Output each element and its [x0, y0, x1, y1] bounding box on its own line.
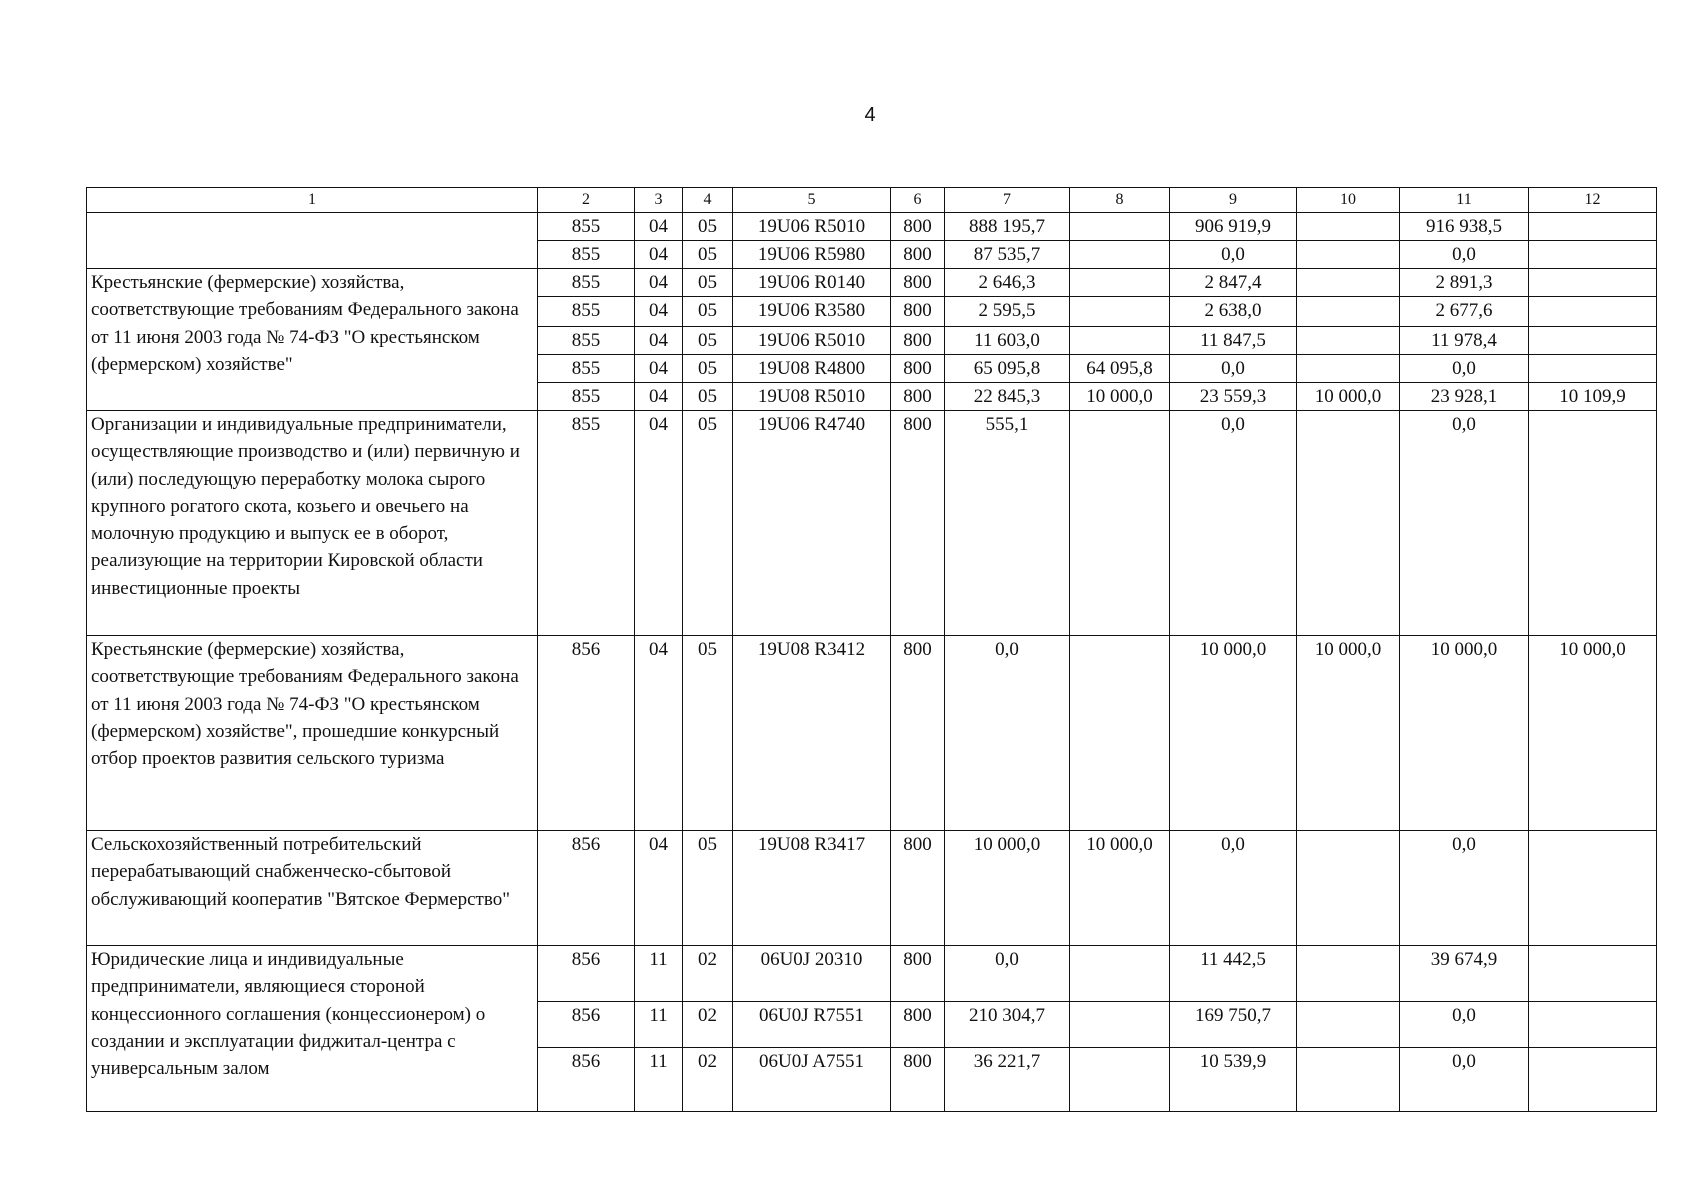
cell-col-2: 855 [538, 327, 635, 355]
cell-col-11: 23 928,1 [1400, 383, 1529, 411]
cell-col-9: 23 559,3 [1170, 383, 1297, 411]
cell-col-5: 06U0J A7551 [733, 1048, 891, 1112]
table-row [87, 831, 1657, 946]
cell-col-4: 05 [683, 636, 733, 831]
cell-col-7: 10 000,0 [945, 831, 1070, 946]
cell-col-8 [1070, 213, 1170, 241]
cell-col-11: 0,0 [1400, 1002, 1529, 1048]
cell-col-7: 555,1 [945, 411, 1070, 636]
cell-col-2: 856 [538, 1002, 635, 1048]
cell-col-8 [1070, 241, 1170, 269]
cell-col-4: 05 [683, 411, 733, 636]
cell-col-10 [1297, 831, 1400, 946]
cell-col-4: 05 [683, 355, 733, 383]
cell-col-12: 10 109,9 [1529, 383, 1657, 411]
cell-col-12 [1529, 355, 1657, 383]
cell-col-10 [1297, 269, 1400, 297]
cell-col-5: 19U08 R4800 [733, 355, 891, 383]
cell-col-10 [1297, 1048, 1400, 1112]
cell-col-5: 19U06 R0140 [733, 269, 891, 297]
cell-col-8 [1070, 327, 1170, 355]
cell-col-12 [1529, 831, 1657, 946]
cell-col-2: 855 [538, 241, 635, 269]
header-cell: 11 [1400, 188, 1529, 213]
cell-col-8 [1070, 297, 1170, 327]
cell-col-8: 10 000,0 [1070, 831, 1170, 946]
cell-col-9: 10 539,9 [1170, 1048, 1297, 1112]
cell-col-6: 800 [891, 1002, 945, 1048]
cell-col-12 [1529, 241, 1657, 269]
cell-col-6: 800 [891, 213, 945, 241]
cell-col-4: 05 [683, 269, 733, 297]
column-number-header [87, 188, 1657, 213]
recipient-description: Юридические лица и индивидуальные предприниматели, являющиеся стороной концессионного соглашения (концессионером) о создании и эксплуатации фиджитал-центра с универсальным залом [87, 946, 538, 1112]
cell-col-4: 05 [683, 327, 733, 355]
header-cell: 9 [1170, 188, 1297, 213]
header-cell: 10 [1297, 188, 1400, 213]
header-cell: 2 [538, 188, 635, 213]
cell-col-11: 0,0 [1400, 411, 1529, 636]
cell-col-12 [1529, 411, 1657, 636]
cell-col-12 [1529, 1002, 1657, 1048]
cell-col-3: 04 [635, 213, 683, 241]
cell-col-6: 800 [891, 636, 945, 831]
cell-col-4: 02 [683, 1048, 733, 1112]
cell-col-2: 856 [538, 831, 635, 946]
cell-col-6: 800 [891, 1048, 945, 1112]
cell-col-10 [1297, 241, 1400, 269]
table-row [87, 411, 1657, 636]
cell-col-12 [1529, 213, 1657, 241]
cell-col-5: 19U06 R3580 [733, 297, 891, 327]
cell-col-12 [1529, 269, 1657, 297]
cell-col-5: 19U06 R5980 [733, 241, 891, 269]
cell-col-10 [1297, 327, 1400, 355]
table-row [87, 636, 1657, 831]
cell-col-2: 855 [538, 269, 635, 297]
cell-col-5: 19U08 R3412 [733, 636, 891, 831]
cell-col-5: 19U06 R4740 [733, 411, 891, 636]
cell-col-2: 855 [538, 383, 635, 411]
cell-col-5: 06U0J R7551 [733, 1002, 891, 1048]
cell-col-9: 0,0 [1170, 241, 1297, 269]
cell-col-11: 0,0 [1400, 241, 1529, 269]
page-number: 4 [864, 104, 876, 126]
cell-col-12 [1529, 297, 1657, 327]
cell-col-9: 2 847,4 [1170, 269, 1297, 297]
cell-col-7: 11 603,0 [945, 327, 1070, 355]
cell-col-7: 210 304,7 [945, 1002, 1070, 1048]
recipient-description: Сельскохозяйственный потребительский перерабатывающий снабженческо-сбытовой обслуживающий кооператив "Вятское Фермерство" [87, 831, 538, 946]
cell-col-5: 19U08 R3417 [733, 831, 891, 946]
cell-col-2: 855 [538, 411, 635, 636]
cell-col-2: 856 [538, 636, 635, 831]
cell-col-3: 04 [635, 327, 683, 355]
cell-col-9: 906 919,9 [1170, 213, 1297, 241]
cell-col-11: 11 978,4 [1400, 327, 1529, 355]
cell-col-10 [1297, 946, 1400, 1002]
cell-col-3: 11 [635, 946, 683, 1002]
cell-col-7: 65 095,8 [945, 355, 1070, 383]
cell-col-8 [1070, 946, 1170, 1002]
cell-col-8 [1070, 636, 1170, 831]
cell-col-7: 2 595,5 [945, 297, 1070, 327]
cell-col-7: 36 221,7 [945, 1048, 1070, 1112]
cell-col-3: 04 [635, 636, 683, 831]
cell-col-10 [1297, 411, 1400, 636]
cell-col-2: 855 [538, 355, 635, 383]
header-cell: 3 [635, 188, 683, 213]
cell-col-11: 916 938,5 [1400, 213, 1529, 241]
cell-col-4: 05 [683, 383, 733, 411]
cell-col-9: 0,0 [1170, 411, 1297, 636]
cell-col-10: 10 000,0 [1297, 636, 1400, 831]
cell-col-9: 10 000,0 [1170, 636, 1297, 831]
cell-col-7: 2 646,3 [945, 269, 1070, 297]
cell-col-9: 11 442,5 [1170, 946, 1297, 1002]
header-cell: 5 [733, 188, 891, 213]
cell-col-10 [1297, 355, 1400, 383]
recipient-description [87, 213, 538, 269]
cell-col-5: 19U06 R5010 [733, 213, 891, 241]
cell-col-6: 800 [891, 297, 945, 327]
cell-col-8 [1070, 1002, 1170, 1048]
cell-col-6: 800 [891, 327, 945, 355]
cell-col-2: 856 [538, 1048, 635, 1112]
table-row [87, 213, 1657, 241]
cell-col-4: 05 [683, 213, 733, 241]
cell-col-9: 0,0 [1170, 831, 1297, 946]
cell-col-9: 169 750,7 [1170, 1002, 1297, 1048]
cell-col-10 [1297, 213, 1400, 241]
recipient-description: Крестьянские (фермерские) хозяйства, соответствующие требованиям Федерального закона от 11 июня 2003 года № 74-ФЗ "О крестьянском (фермерском) хозяйстве", прошедшие конкурсный отбор проектов развития сельского туризма [87, 636, 538, 831]
cell-col-12 [1529, 327, 1657, 355]
cell-col-12 [1529, 1048, 1657, 1112]
cell-col-2: 855 [538, 213, 635, 241]
cell-col-7: 0,0 [945, 636, 1070, 831]
cell-col-9: 0,0 [1170, 355, 1297, 383]
cell-col-10 [1297, 297, 1400, 327]
cell-col-6: 800 [891, 383, 945, 411]
cell-col-8: 64 095,8 [1070, 355, 1170, 383]
cell-col-6: 800 [891, 946, 945, 1002]
cell-col-5: 19U08 R5010 [733, 383, 891, 411]
header-cell: 4 [683, 188, 733, 213]
cell-col-11: 10 000,0 [1400, 636, 1529, 831]
cell-col-7: 888 195,7 [945, 213, 1070, 241]
cell-col-6: 800 [891, 241, 945, 269]
cell-col-4: 02 [683, 1002, 733, 1048]
cell-col-11: 39 674,9 [1400, 946, 1529, 1002]
cell-col-6: 800 [891, 831, 945, 946]
cell-col-3: 04 [635, 411, 683, 636]
cell-col-8: 10 000,0 [1070, 383, 1170, 411]
cell-col-8 [1070, 411, 1170, 636]
cell-col-3: 04 [635, 831, 683, 946]
cell-col-4: 05 [683, 297, 733, 327]
cell-col-5: 19U06 R5010 [733, 327, 891, 355]
cell-col-7: 0,0 [945, 946, 1070, 1002]
cell-col-3: 04 [635, 383, 683, 411]
cell-col-4: 05 [683, 241, 733, 269]
cell-col-6: 800 [891, 411, 945, 636]
cell-col-3: 04 [635, 297, 683, 327]
cell-col-11: 2 677,6 [1400, 297, 1529, 327]
cell-col-11: 2 891,3 [1400, 269, 1529, 297]
cell-col-7: 87 535,7 [945, 241, 1070, 269]
cell-col-6: 800 [891, 355, 945, 383]
cell-col-3: 04 [635, 241, 683, 269]
cell-col-10: 10 000,0 [1297, 383, 1400, 411]
recipient-description: Крестьянские (фермерские) хозяйства, соответствующие требованиям Федерального закона от 11 июня 2003 года № 74-ФЗ "О крестьянском (фермерском) хозяйстве" [87, 269, 538, 411]
cell-col-4: 05 [683, 831, 733, 946]
cell-col-8 [1070, 1048, 1170, 1112]
cell-col-2: 856 [538, 946, 635, 1002]
cell-col-4: 02 [683, 946, 733, 1002]
cell-col-7: 22 845,3 [945, 383, 1070, 411]
cell-col-12: 10 000,0 [1529, 636, 1657, 831]
cell-col-3: 11 [635, 1002, 683, 1048]
header-cell: 7 [945, 188, 1070, 213]
recipient-description: Организации и индивидуальные предприниматели, осуществляющие производство и (или) первичную и (или) последующую переработку молока сырого крупного рогатого скота, козьего и овечьего на молочную продукцию и выпуск ее в оборот, реализующие на территории Кировской области инвестиционные проекты [87, 411, 538, 636]
cell-col-5: 06U0J 20310 [733, 946, 891, 1002]
cell-col-3: 04 [635, 269, 683, 297]
cell-col-9: 11 847,5 [1170, 327, 1297, 355]
budget-table [86, 187, 1657, 1112]
header-cell: 6 [891, 188, 945, 213]
cell-col-6: 800 [891, 269, 945, 297]
cell-col-2: 855 [538, 297, 635, 327]
cell-col-10 [1297, 1002, 1400, 1048]
header-cell: 8 [1070, 188, 1170, 213]
cell-col-11: 0,0 [1400, 831, 1529, 946]
cell-col-11: 0,0 [1400, 355, 1529, 383]
cell-col-8 [1070, 269, 1170, 297]
header-cell: 1 [87, 188, 538, 213]
cell-col-12 [1529, 946, 1657, 1002]
cell-col-11: 0,0 [1400, 1048, 1529, 1112]
cell-col-3: 11 [635, 1048, 683, 1112]
cell-col-3: 04 [635, 355, 683, 383]
cell-col-9: 2 638,0 [1170, 297, 1297, 327]
table-row [87, 269, 1657, 297]
table-row [87, 946, 1657, 1002]
header-cell: 12 [1529, 188, 1657, 213]
